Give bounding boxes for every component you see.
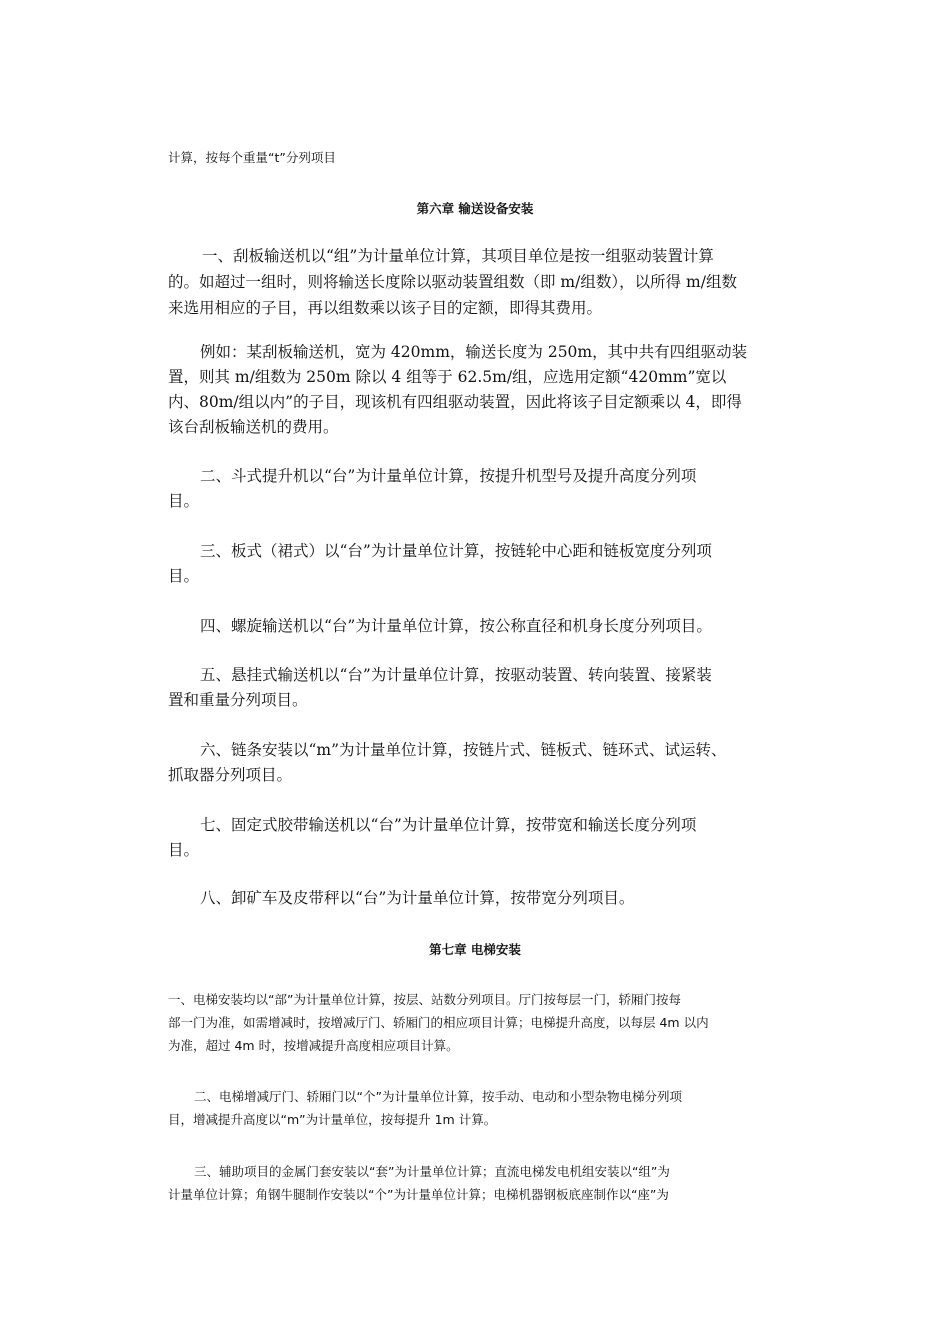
ch6-paragraph-4: 四、螺旋输送机以“台”为计量单位计算，按公称直径和机身长度分列项目。: [200, 617, 712, 635]
ch6-paragraph-7: 七、固定式胶带输送机以“台”为计量单位计算，按带宽和输送长度分列项 目。: [168, 816, 697, 859]
chapter7-title: 第七章 电梯安装: [429, 942, 521, 957]
chapter6-title: 第六章 输送设备安装: [416, 201, 534, 216]
ch7-paragraph-2: 二、电梯增减厅门、轿厢门以“个”为计量单位计算，按手动、电动和小型杂物电梯分列项 目，增减提升高度以“m”为计量单位，按每提升 1m 计算。: [168, 1089, 682, 1127]
ch7-paragraph-1: 一、电梯安装均以“部”为计量单位计算，按层、站数分列项目。厅门按每层一门，轿厢门按每 部一门为准，如需增减时，按增减厅门、轿厢门的相应项目计算；电梯提升高度，以每层 4m 以内 为准，超过 4m 时，按增减提升高度相应项目计算。: [168, 992, 709, 1053]
ch6-paragraph-example: 例如：某刮板输送机，宽为 420mm，输送长度为 250m，其中共有四组驱动装 置，则其 m/组数为 250m 除以 4 组等于 62.5m/组，应选用定额“420mm”宽以 内、80m/组以内”的子目，现该机有四组驱动装置，因此将该子目定额乘以 4，即得 该台刮板输送机的费用。: [168, 343, 748, 436]
ch6-paragraph-1: 一、刮板输送机以“组”为计量单位计算，其项目单位是按一组驱动装置计算 的。如超过一组时，则将输送长度除以驱动装置组数（即 m/组数），以所得 m/组数 来选用相应的子目，再以组数乘以该子目的定额，即得其费用。: [168, 247, 737, 317]
ch6-paragraph-2: 二、斗式提升机以“台”为计量单位计算，按提升机型号及提升高度分列项 目。: [168, 467, 697, 510]
intro-line: 计算，按每个重量“t”分列项目: [168, 150, 336, 165]
ch6-paragraph-3: 三、板式（裙式）以“台”为计量单位计算，按链轮中心距和链板宽度分列项 目。: [168, 542, 712, 585]
ch7-paragraph-3: 三、辅助项目的金属门套安装以“套”为计量单位计算；直流电梯发电机组安装以“组”为 计量单位计算；角钢牛腿制作安装以“个”为计量单位计算；电梯机器钢板底座制作以“座”为: [168, 1164, 670, 1202]
ch6-paragraph-6: 六、链条安装以“m”为计量单位计算，按链片式、链板式、链环式、试运转、 抓取器分列项目。: [168, 741, 727, 784]
ch6-paragraph-5: 五、悬挂式输送机以“台”为计量单位计算，按驱动装置、转向装置、接紧装 置和重量分列项目。: [168, 666, 712, 709]
ch6-paragraph-8: 八、卸矿车及皮带秤以“台”为计量单位计算，按带宽分列项目。: [200, 889, 635, 907]
